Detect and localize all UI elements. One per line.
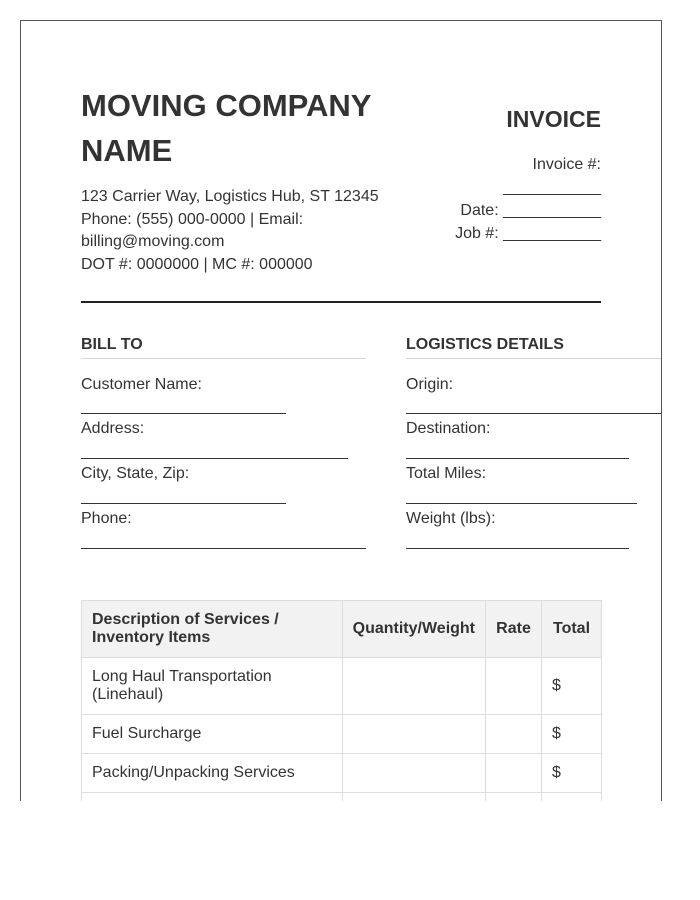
company-contact: Phone: (555) 000-0000 | Email: billing@moving.com bbox=[81, 210, 304, 250]
destination-label: Destination: bbox=[406, 420, 491, 437]
row-description: Long Haul Transportation (Linehaul) bbox=[82, 658, 343, 715]
invoice-date-row bbox=[381, 199, 601, 222]
invoice-meta bbox=[381, 105, 601, 245]
phone-line[interactable] bbox=[81, 548, 366, 549]
phone-label: Phone: bbox=[81, 510, 132, 527]
origin-label: Origin: bbox=[406, 376, 454, 393]
row-total[interactable]: $ bbox=[542, 658, 602, 715]
logistics-heading: LOGISTICS DETAILS bbox=[406, 335, 661, 359]
table-row bbox=[82, 754, 602, 793]
row-rate[interactable] bbox=[486, 715, 542, 754]
address-line[interactable] bbox=[81, 458, 348, 459]
company-address: 123 Carrier Way, Logistics Hub, ST 12345 bbox=[81, 188, 379, 205]
customer-name-line[interactable] bbox=[81, 413, 286, 414]
row-rate[interactable] bbox=[486, 754, 542, 793]
row-total[interactable]: $ bbox=[542, 715, 602, 754]
table-row bbox=[82, 793, 602, 802]
destination-line[interactable] bbox=[406, 458, 629, 459]
company-info bbox=[81, 186, 411, 276]
weight-label: Weight (lbs): bbox=[406, 510, 496, 527]
row-description: Packing/Unpacking Services bbox=[82, 754, 343, 793]
row-quantity[interactable] bbox=[342, 793, 485, 802]
services-table bbox=[81, 600, 602, 801]
invoice-job-label: Job #: bbox=[455, 225, 499, 242]
header-divider bbox=[81, 301, 601, 303]
total-miles-label: Total Miles: bbox=[406, 465, 487, 482]
weight-line[interactable] bbox=[406, 548, 629, 549]
table-row bbox=[82, 715, 602, 754]
origin-line[interactable] bbox=[406, 413, 661, 414]
company-ids: DOT #: 0000000 | MC #: 000000 bbox=[81, 255, 313, 273]
invoice-number-label: Invoice #: bbox=[532, 156, 601, 173]
city-state-zip-line[interactable] bbox=[81, 503, 286, 504]
invoice-date-blank[interactable]: ___________ bbox=[503, 202, 601, 219]
invoice-job-blank[interactable]: ___________ bbox=[503, 225, 601, 242]
row-quantity[interactable] bbox=[342, 715, 485, 754]
invoice-number-blank[interactable]: ___________ bbox=[503, 179, 601, 196]
header-quantity: Quantity/Weight bbox=[342, 601, 485, 658]
bill-to-heading: BILL TO bbox=[81, 335, 366, 359]
row-rate[interactable] bbox=[486, 793, 542, 802]
city-state-zip-label: City, State, Zip: bbox=[81, 465, 190, 482]
invoice-sheet bbox=[20, 20, 662, 801]
invoice-title: INVOICE bbox=[506, 106, 601, 132]
invoice-job-row bbox=[381, 222, 601, 245]
customer-name-label: Customer Name: bbox=[81, 376, 202, 393]
header-total: Total bbox=[542, 601, 602, 658]
row-rate[interactable] bbox=[486, 658, 542, 715]
row-description: Fuel Surcharge bbox=[82, 715, 343, 754]
table-row bbox=[82, 658, 602, 715]
row-total[interactable] bbox=[542, 793, 602, 802]
row-quantity[interactable] bbox=[342, 658, 485, 715]
row-total[interactable]: $ bbox=[542, 754, 602, 793]
row-quantity[interactable] bbox=[342, 754, 485, 793]
header-description: Description of Services / Inventory Items bbox=[82, 601, 343, 658]
table-header-row bbox=[82, 601, 602, 658]
address-label: Address: bbox=[81, 420, 145, 437]
total-miles-line[interactable] bbox=[406, 503, 637, 504]
invoice-date-label: Date: bbox=[460, 202, 499, 219]
row-description bbox=[82, 793, 343, 802]
header-rate: Rate bbox=[486, 601, 542, 658]
company-name: MOVING COMPANY NAME bbox=[81, 88, 371, 168]
